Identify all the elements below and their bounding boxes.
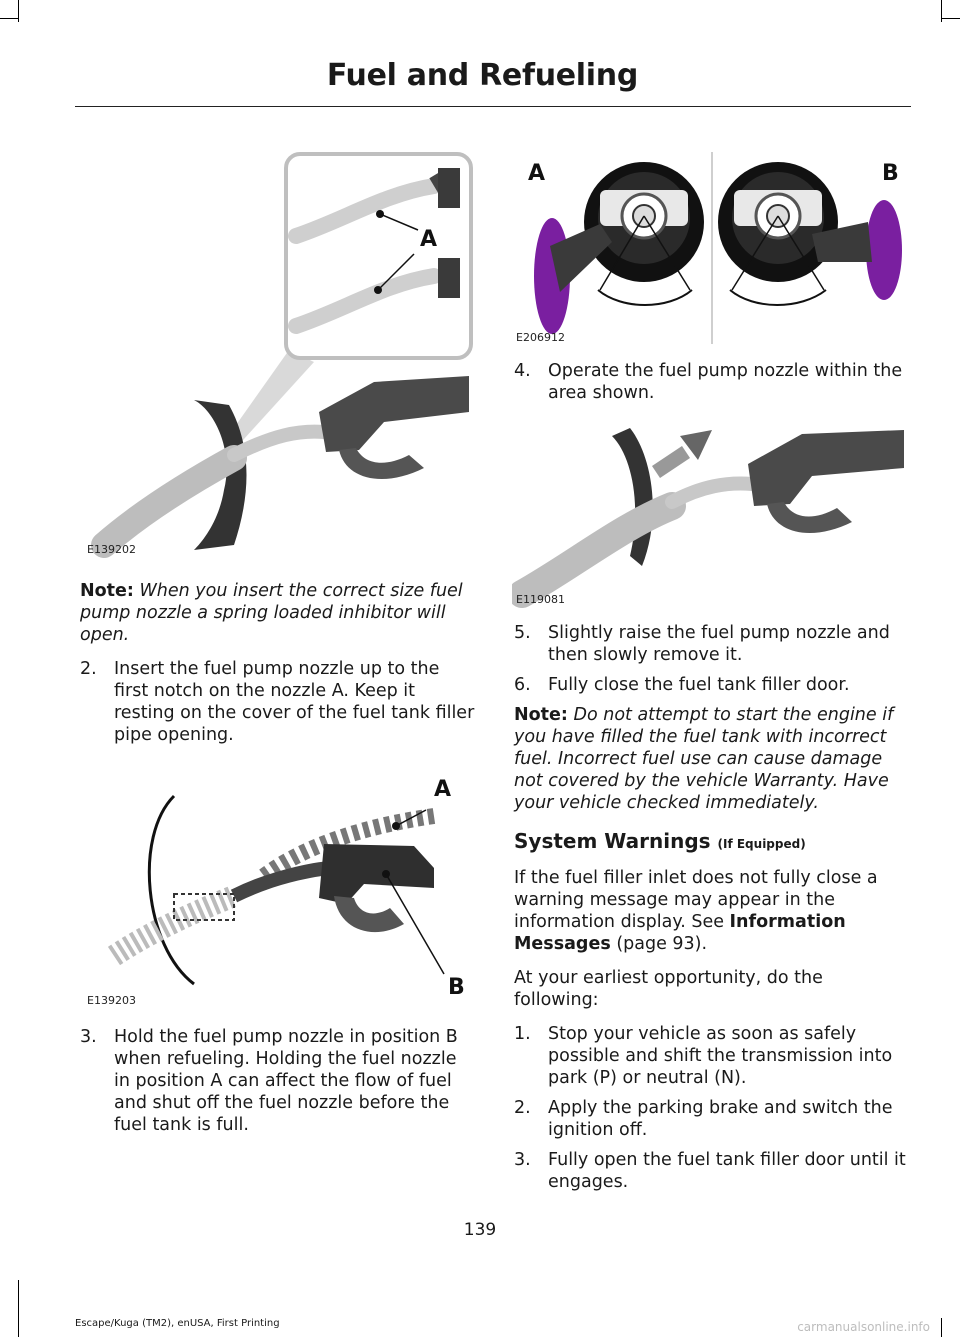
step-number: 2. [514, 1098, 531, 1118]
figure-code: E139203 [87, 994, 136, 1007]
nozzle-raise-illustration [512, 416, 910, 608]
step-number: 2. [80, 659, 97, 679]
step-number: 5. [514, 623, 531, 643]
crop-mark [0, 18, 18, 19]
crop-mark [942, 18, 960, 19]
steps-list-right-b [514, 622, 910, 696]
note-text: Do not attempt to start the engine if you have filled the fuel tank with incorrect fuel. Incorrect fuel use can cause damage not covered by the vehicle Warranty. Have your vehicle checked immediately. [514, 705, 894, 813]
page-number: 139 [463, 1220, 497, 1240]
page-reference: (page 93). [610, 934, 708, 954]
header-divider [75, 106, 911, 107]
figure-nozzle-notch [84, 150, 474, 560]
crop-mark [18, 0, 19, 22]
step-number: 3. [80, 1027, 97, 1047]
right-step4 [514, 360, 910, 412]
callout-a: A [434, 777, 452, 802]
list-item [514, 622, 910, 666]
step-text: Operate the fuel pump nozzle within the area shown. [548, 361, 903, 403]
figure-fuel-door-range [512, 150, 910, 346]
list-item [514, 360, 910, 404]
nozzle-positions-illustration [84, 756, 476, 1010]
section-heading [514, 830, 910, 855]
nozzle-notch-illustration [84, 150, 474, 560]
label-b: B [882, 161, 899, 186]
step-text: Hold the fuel pump nozzle in position B when refueling. Holding the fuel nozzle in position A can affect the flow of fuel and shut off the fuel nozzle before the fuel tank is full. [114, 1027, 458, 1135]
figure-code: E139202 [87, 543, 136, 556]
fuel-door-illustration [512, 150, 910, 346]
steps-list-right-a [514, 360, 910, 404]
steps-list-left-a [80, 658, 476, 746]
watermark: carmanualsonline.info [797, 1320, 930, 1334]
list-item [514, 1023, 910, 1089]
section-suffix: (If Equipped) [717, 837, 806, 851]
crop-mark [18, 1280, 19, 1337]
step-text: Fully close the fuel tank filler door. [548, 675, 850, 695]
figure-nozzle-raise [512, 416, 910, 608]
step-text: Insert the fuel pump nozzle up to the first notch on the nozzle A. Keep it resting on the cover of the fuel tank filler pipe opening. [114, 659, 475, 745]
right-column-lower [514, 622, 910, 1201]
list-item [514, 1097, 910, 1141]
instruction-paragraph: At your earliest opportunity, do the following: [514, 968, 823, 1010]
figure-nozzle-positions [84, 756, 476, 1010]
step-text: Apply the parking brake and switch the ignition off. [548, 1098, 893, 1140]
list-item [80, 658, 476, 746]
warning-paragraph [514, 867, 910, 955]
step-number: 1. [514, 1024, 531, 1044]
list-item [514, 1149, 910, 1193]
cross-reference-link[interactable]: Information Messages [514, 912, 846, 954]
step-text: Fully open the fuel tank filler door until it engages. [548, 1150, 906, 1192]
note-text: When you insert the correct size fuel pump nozzle a spring loaded inhibitor will open. [80, 581, 463, 645]
paragraph-text: If the fuel filler inlet does not fully close a warning message may appear in the information display. See [514, 868, 878, 932]
label-a: A [528, 161, 546, 186]
page-title: Fuel and Refueling [326, 58, 638, 93]
figure-code: E206912 [516, 331, 565, 344]
callout-b: B [448, 975, 465, 1000]
step-number: 6. [514, 675, 531, 695]
note-inhibitor [80, 580, 476, 646]
left-column-upper [80, 580, 476, 754]
steps-list-left-b [80, 1026, 476, 1136]
list-item [80, 1026, 476, 1136]
step-number: 4. [514, 361, 531, 381]
step-number: 3. [514, 1150, 531, 1170]
crop-mark [941, 1318, 942, 1337]
note-label: Note: [514, 705, 568, 725]
list-item [514, 674, 910, 696]
left-column-lower [80, 1026, 476, 1144]
step-text: Slightly raise the fuel pump nozzle and then slowly remove it. [548, 623, 890, 665]
callout-a: A [420, 227, 438, 252]
section-title: System Warnings [514, 829, 711, 853]
steps-list-right-c [514, 1023, 910, 1193]
edition-footer: Escape/Kuga (TM2), enUSA, First Printing [75, 1318, 280, 1329]
note-incorrect-fuel [514, 704, 910, 814]
step-text: Stop your vehicle as soon as safely possible and shift the transmission into park (P) or neutral (N). [548, 1024, 893, 1088]
note-label: Note: [80, 581, 134, 601]
figure-code: E119081 [516, 593, 565, 606]
